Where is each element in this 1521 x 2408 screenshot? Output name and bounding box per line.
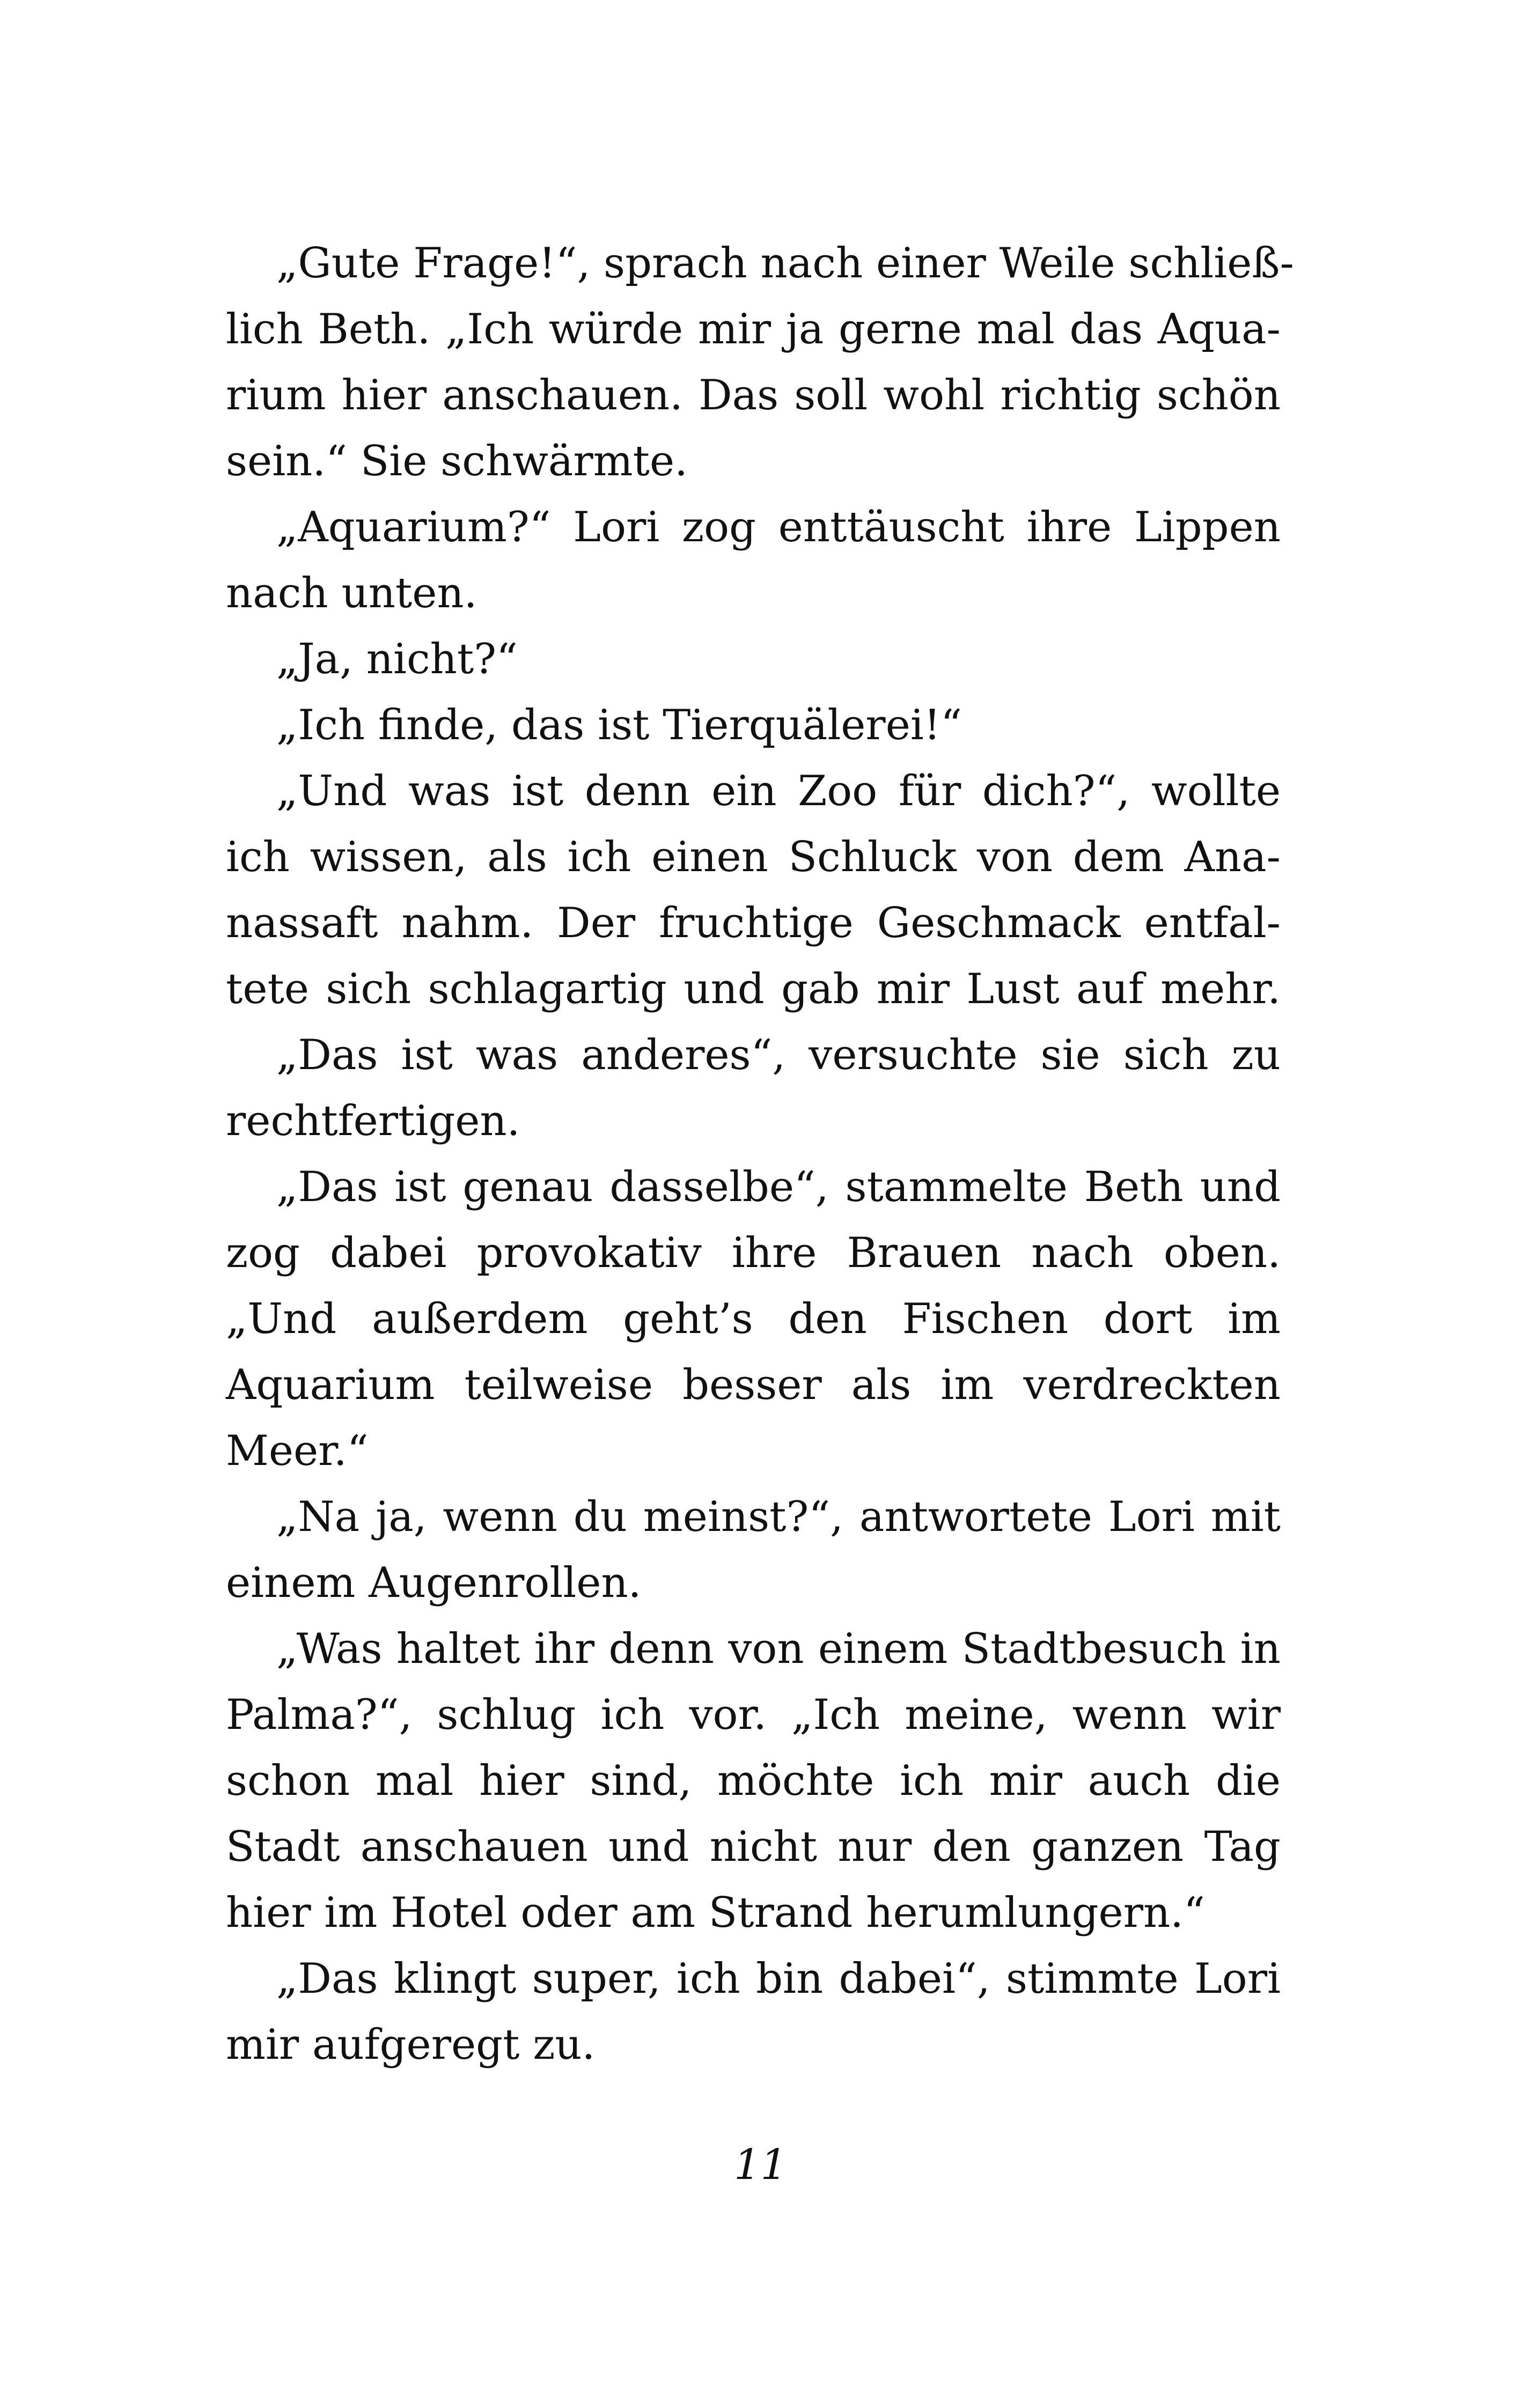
body-text: [226, 231, 1294, 2078]
text-line: sein.“ Sie schwärmte.: [226, 437, 688, 485]
text-line: „Das ist was anderes“, versuchte sie sich zu: [276, 1031, 1281, 1079]
text-line: schon mal hier sind, möchte ich mir auch die: [226, 1757, 1281, 1805]
text-line: Aquarium teilweise besser als im verdreckten: [226, 1361, 1281, 1409]
text-line: „Und außerdem geht’s den Fischen dort im: [226, 1295, 1281, 1343]
text-line: ich wissen, als ich einen Schluck von dem Ana-: [226, 833, 1281, 881]
text-line: tete sich schlagartig und gab mir Lust auf mehr.: [226, 965, 1281, 1013]
page-number: 11: [733, 2141, 788, 2189]
text-line: mir aufgeregt zu.: [226, 2021, 596, 2069]
text-line: nassaft nahm. Der fruchtige Geschmack entfal-: [226, 899, 1281, 947]
text-line: „Aquarium?“ Lori zog enttäuscht ihre Lippen: [276, 503, 1281, 551]
text-line: „Na ja, wenn du meinst?“, antwortete Lori mit: [276, 1493, 1281, 1541]
text-line: Palma?“, schlug ich vor. „Ich meine, wenn wir: [226, 1691, 1281, 1739]
text-line: „Das klingt super, ich bin dabei“, stimmte Lori: [276, 1955, 1281, 2003]
text-line: zog dabei provokativ ihre Brauen nach oben.: [226, 1229, 1281, 1277]
text-line: „Ja, nicht?“: [276, 635, 518, 683]
text-line: Meer.“: [226, 1427, 369, 1475]
text-line: „Und was ist denn ein Zoo für dich?“, wollte: [276, 767, 1281, 815]
text-line: „Gute Frage!“, sprach nach einer Weile schließ-: [276, 239, 1294, 288]
text-line: rechtfertigen.: [226, 1097, 520, 1145]
text-line: „Das ist genau dasselbe“, stammelte Beth und: [276, 1163, 1281, 1211]
text-line: hier im Hotel oder am Strand herumlungern.“: [226, 1889, 1205, 1937]
text-line: rium hier anschauen. Das soll wohl richtig schön: [226, 371, 1281, 419]
text-line: „Ich finde, das ist Tierquälerei!“: [276, 701, 962, 749]
text-line: einem Augenrollen.: [226, 1559, 642, 1607]
text-line: lich Beth. „Ich würde mir ja gerne mal das Aqua-: [226, 305, 1281, 354]
text-line: nach unten.: [226, 569, 477, 617]
text-line: Stadt anschauen und nicht nur den ganzen Tag: [226, 1823, 1281, 1871]
text-line: „Was haltet ihr denn von einem Stadtbesuch in: [276, 1625, 1281, 1673]
